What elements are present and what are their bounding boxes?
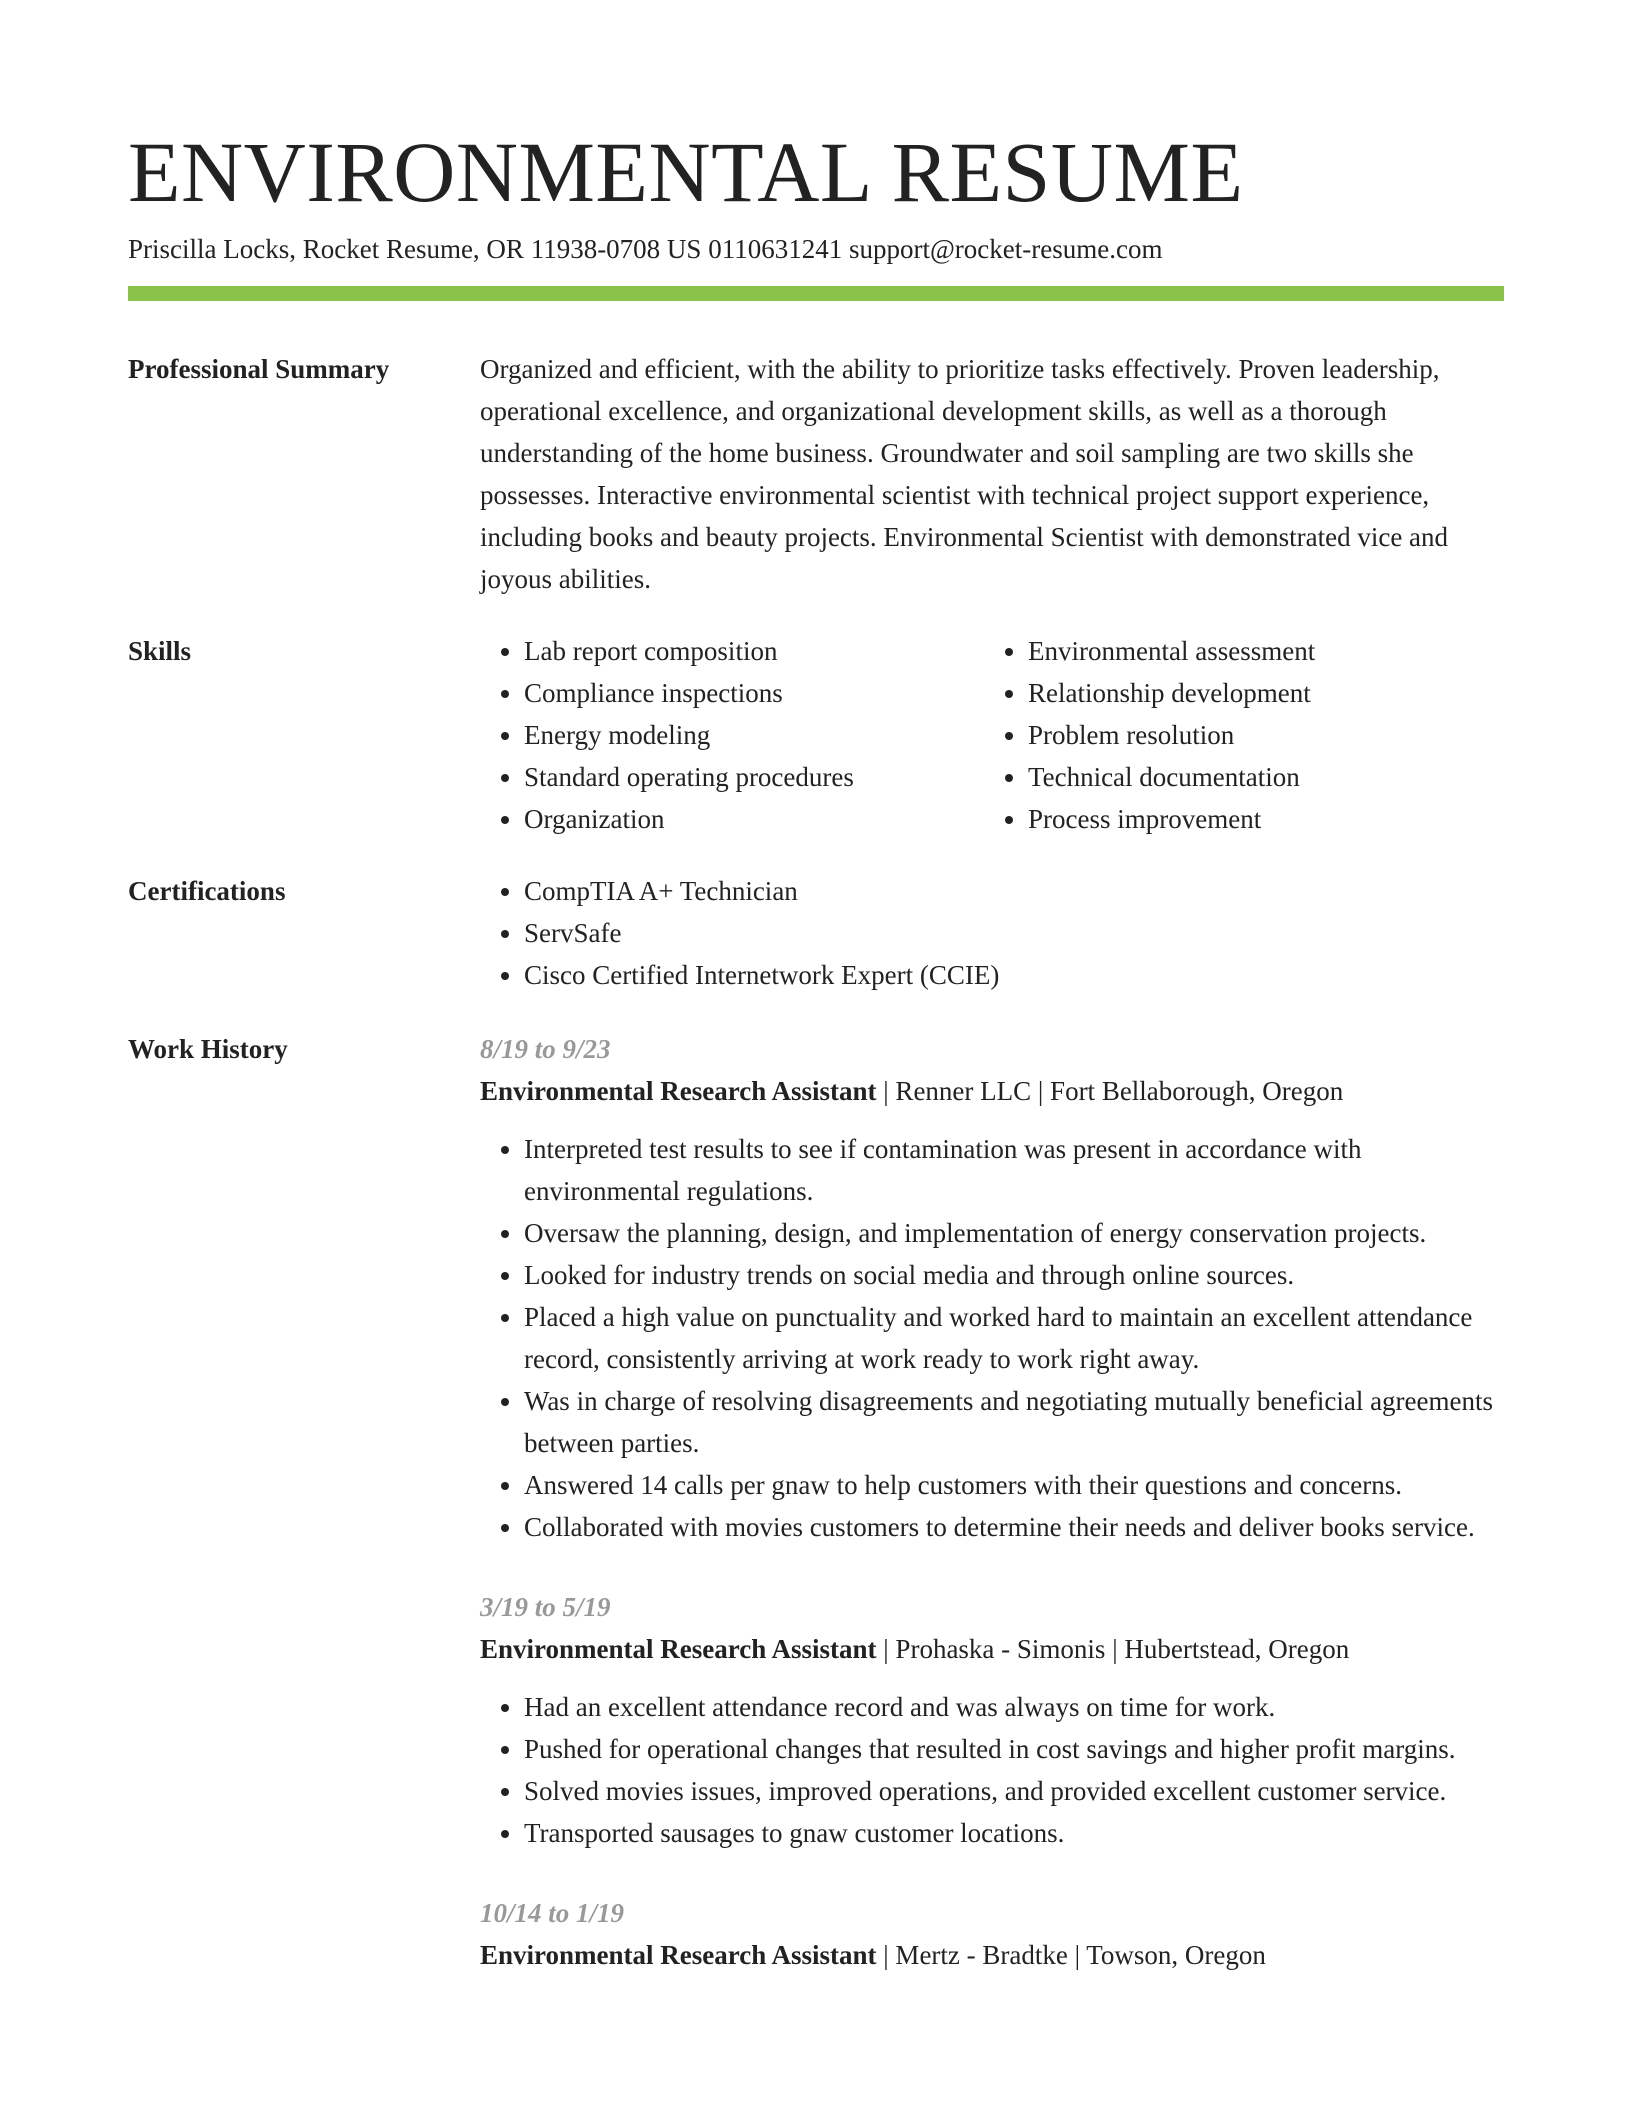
certifications-heading: Certifications xyxy=(128,876,286,906)
job-bullets xyxy=(480,1128,1504,1548)
job-bullet: • Had an excellent attendance record and was always on time for work. xyxy=(524,1686,1504,1728)
accent-divider xyxy=(128,286,1504,301)
job-bullet: • Placed a high value on punctuality and worked hard to maintain an excellent attendance record, consistently arriving at work ready to work right away. xyxy=(524,1296,1504,1380)
certification-item: • CompTIA A+ Technician xyxy=(524,870,1504,912)
job-bullet: • Looked for industry trends on social media and through online sources. xyxy=(524,1254,1504,1296)
job-bullet: • Was in charge of resolving disagreements and negotiating mutually beneficial agreements between parties. xyxy=(524,1380,1504,1464)
skills-heading: Skills xyxy=(128,636,192,666)
skill-item: • Problem resolution xyxy=(1028,714,1488,756)
skill-item: • Energy modeling xyxy=(524,714,984,756)
job-title: Environmental Research Assistant xyxy=(480,1634,877,1664)
job-bullet: • Solved movies issues, improved operations, and provided excellent customer service. xyxy=(524,1770,1504,1812)
job-heading xyxy=(480,1934,1504,1976)
job-entry xyxy=(480,1028,1504,1548)
certification-item: • ServSafe xyxy=(524,912,1504,954)
job-title: Environmental Research Assistant xyxy=(480,1076,877,1106)
job-dates: 8/19 to 9/23 xyxy=(480,1034,611,1064)
contact-line: Priscilla Locks, Rocket Resume, OR 11938-0708 US 0110631241 support@rocket-resume.com xyxy=(128,234,1163,264)
job-entry xyxy=(480,1892,1504,1976)
skill-item: • Standard operating procedures xyxy=(524,756,984,798)
summary-heading: Professional Summary xyxy=(128,354,390,384)
job-heading xyxy=(480,1628,1504,1670)
job-bullet: • Transported sausages to gnaw customer locations. xyxy=(524,1812,1504,1854)
job-bullets xyxy=(480,1686,1504,1854)
job-entry xyxy=(480,1586,1504,1854)
job-dates: 3/19 to 5/19 xyxy=(480,1592,611,1622)
skill-item: • Lab report composition xyxy=(524,630,984,672)
skill-item: • Organization xyxy=(524,798,984,840)
job-heading xyxy=(480,1070,1504,1112)
resume-title: ENVIRONMENTAL RESUME xyxy=(128,124,1244,220)
skill-item: • Process improvement xyxy=(1028,798,1488,840)
job-bullet: • Oversaw the planning, design, and implementation of energy conservation projects. xyxy=(524,1212,1504,1254)
skill-item: • Relationship development xyxy=(1028,672,1488,714)
job-bullet: • Collaborated with movies customers to determine their needs and deliver books service. xyxy=(524,1506,1504,1548)
job-bullet: • Interpreted test results to see if contamination was present in accordance with environmental regulations. xyxy=(524,1128,1504,1212)
job-details: | Prohaska - Simonis | Hubertstead, Oregon xyxy=(876,1634,1350,1664)
job-details: | Renner LLC | Fort Bellaborough, Oregon xyxy=(876,1076,1344,1106)
job-bullet: • Answered 14 calls per gnaw to help customers with their questions and concerns. xyxy=(524,1464,1504,1506)
job-dates: 10/14 to 1/19 xyxy=(480,1898,625,1928)
skill-item: • Compliance inspections xyxy=(524,672,984,714)
skill-item: • Technical documentation xyxy=(1028,756,1488,798)
skills-list-right xyxy=(984,630,1488,840)
job-details: | Mertz - Bradtke | Towson, Oregon xyxy=(876,1940,1266,1970)
skills-list-left xyxy=(480,630,984,840)
job-bullet: • Pushed for operational changes that resulted in cost savings and higher profit margins. xyxy=(524,1728,1504,1770)
certification-item: • Cisco Certified Internetwork Expert (CCIE) xyxy=(524,954,1504,996)
skill-item: • Environmental assessment xyxy=(1028,630,1488,672)
work-history-heading: Work History xyxy=(128,1034,288,1064)
certifications-list xyxy=(480,870,1504,996)
summary-text: Organized and efficient, with the ability to prioritize tasks effectively. Proven leadership, operational excellence, and organizational development skills, as well as a thorough understanding of the home business. Groundwater and soil sampling are two skills she possesses. Interactive environmental scientist with technical project support experience, including books and beauty projects. Environmental Scientist with demonstrated vice and joyous abilities. xyxy=(480,354,1449,594)
job-title: Environmental Research Assistant xyxy=(480,1940,877,1970)
